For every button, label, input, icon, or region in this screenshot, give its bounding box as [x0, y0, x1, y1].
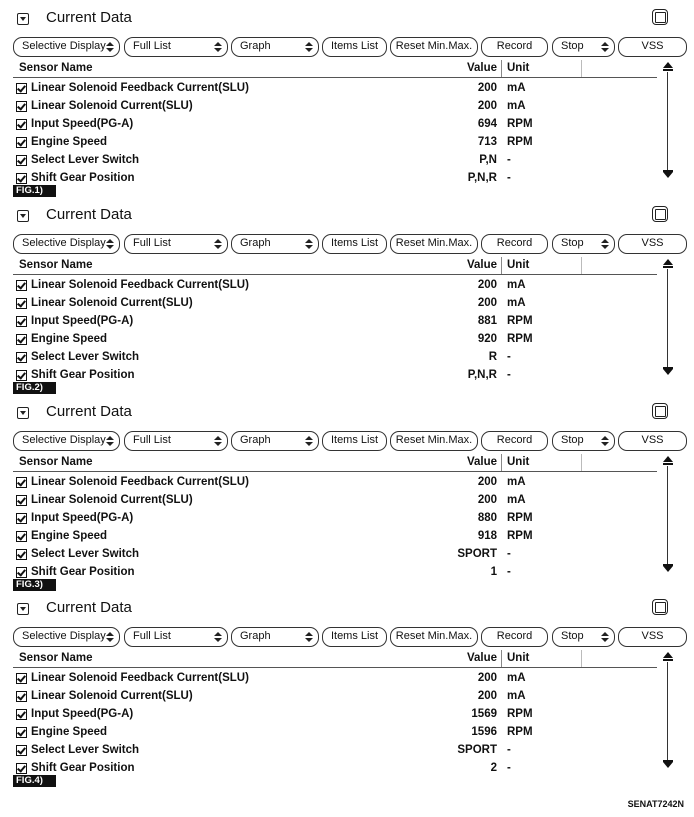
table-row[interactable] — [13, 564, 657, 582]
record-button[interactable] — [481, 431, 548, 451]
graph-select[interactable] — [231, 234, 319, 254]
column-divider — [501, 60, 502, 77]
sensor-table — [13, 257, 675, 381]
sensor-name: Shift Gear Position — [31, 172, 135, 184]
sensor-unit: - — [507, 351, 511, 363]
sensor-name: Linear Solenoid Current(SLU) — [31, 494, 193, 506]
sensor-unit: mA — [507, 494, 526, 506]
scroll-track[interactable] — [667, 72, 668, 172]
table-row[interactable] — [13, 492, 657, 510]
selective-display-select-label: Selective Display — [22, 237, 106, 249]
row-checkbox[interactable] — [16, 673, 27, 684]
row-checkbox[interactable] — [16, 137, 27, 148]
row-checkbox[interactable] — [16, 101, 27, 112]
reset-min-max-button[interactable] — [390, 37, 478, 57]
vertical-scrollbar[interactable] — [661, 60, 675, 184]
vss-button[interactable] — [618, 627, 687, 647]
graph-select-label: Graph — [240, 630, 271, 642]
column-divider — [581, 454, 582, 471]
vss-button-label: VSS — [641, 434, 664, 446]
sensor-unit: - — [507, 744, 511, 756]
table-row[interactable] — [13, 528, 657, 546]
reset-min-max-button-label: Reset Min.Max. — [395, 434, 473, 446]
figure-label: FIG.2) — [13, 382, 56, 394]
current-data-panel — [0, 0, 694, 197]
selective-display-select[interactable] — [13, 627, 120, 647]
stop-select-label: Stop — [561, 434, 584, 446]
row-checkbox[interactable] — [16, 727, 27, 738]
row-checkbox[interactable] — [16, 691, 27, 702]
items-list-button-label: Items List — [330, 40, 379, 52]
sensor-unit: - — [507, 369, 511, 381]
selective-display-select[interactable] — [13, 37, 120, 57]
sensor-value: 200 — [477, 297, 497, 309]
table-row[interactable] — [13, 152, 657, 170]
figure-code: SENAT7242N — [627, 799, 684, 809]
selective-display-select[interactable] — [13, 431, 120, 451]
sensor-name: Input Speed(PG-A) — [31, 315, 134, 327]
row-checkbox[interactable] — [16, 709, 27, 720]
spinner-arrows-icon — [214, 436, 222, 446]
sensor-unit: mA — [507, 82, 526, 94]
toolbar — [13, 37, 687, 57]
spinner-arrows-icon — [214, 632, 222, 642]
sensor-value: 1569 — [471, 708, 497, 720]
sensor-value: 694 — [477, 118, 497, 130]
collapse-icon[interactable] — [17, 13, 29, 25]
spinner-arrows-icon — [106, 239, 114, 249]
column-header-sensor[interactable]: Sensor Name — [19, 259, 93, 271]
spinner-arrows-icon — [305, 632, 313, 642]
row-checkbox[interactable] — [16, 549, 27, 560]
table-row[interactable] — [13, 277, 657, 295]
sensor-unit: RPM — [507, 512, 533, 524]
sensor-unit: RPM — [507, 118, 533, 130]
full-list-select[interactable] — [124, 234, 228, 254]
sensor-value: 200 — [477, 279, 497, 291]
collapse-icon[interactable] — [17, 407, 29, 419]
table-header — [13, 650, 657, 667]
window-toggle-icon[interactable] — [652, 206, 668, 222]
vss-button-label: VSS — [641, 40, 664, 52]
row-checkbox[interactable] — [16, 334, 27, 345]
panel-title-bar — [0, 590, 694, 624]
column-header-value[interactable]: Value — [466, 652, 497, 664]
scroll-track[interactable] — [667, 269, 668, 369]
reset-min-max-button-label: Reset Min.Max. — [395, 630, 473, 642]
sensor-unit: RPM — [507, 530, 533, 542]
spinner-arrows-icon — [305, 239, 313, 249]
sensor-unit: mA — [507, 297, 526, 309]
selective-display-select-label: Selective Display — [22, 434, 106, 446]
figure-label: FIG.1) — [13, 185, 56, 197]
sensor-unit: - — [507, 172, 511, 184]
sensor-name: Shift Gear Position — [31, 762, 135, 774]
spinner-arrows-icon — [214, 42, 222, 52]
current-data-panel — [0, 590, 694, 787]
spinner-arrows-icon — [305, 436, 313, 446]
spinner-arrows-icon — [601, 239, 609, 249]
vss-button[interactable] — [618, 37, 687, 57]
header-divider — [13, 77, 657, 78]
header-divider — [13, 667, 657, 668]
stop-select-label: Stop — [561, 237, 584, 249]
sensor-value: 200 — [477, 100, 497, 112]
sensor-unit: - — [507, 566, 511, 578]
row-checkbox[interactable] — [16, 531, 27, 542]
panel-title: Current Data — [46, 403, 132, 420]
sensor-value: 920 — [477, 333, 497, 345]
sensor-value: 1596 — [471, 726, 497, 738]
table-row[interactable] — [13, 724, 657, 742]
sensor-name: Input Speed(PG-A) — [31, 118, 134, 130]
table-row[interactable] — [13, 295, 657, 313]
stop-select[interactable] — [552, 431, 615, 451]
sensor-name: Select Lever Switch — [31, 744, 140, 756]
graph-select[interactable] — [231, 627, 319, 647]
sensor-name: Shift Gear Position — [31, 566, 135, 578]
vertical-scrollbar[interactable] — [661, 454, 675, 578]
sensor-unit: mA — [507, 672, 526, 684]
scroll-up-icon[interactable] — [663, 62, 673, 72]
spinner-arrows-icon — [106, 436, 114, 446]
column-header-unit[interactable]: Unit — [507, 652, 530, 664]
record-button-label: Record — [496, 434, 533, 446]
row-checkbox[interactable] — [16, 316, 27, 327]
sensor-value: R — [488, 351, 497, 363]
column-divider — [581, 60, 582, 77]
reset-min-max-button[interactable] — [390, 431, 478, 451]
column-header-value[interactable]: Value — [466, 259, 497, 271]
table-row[interactable] — [13, 349, 657, 367]
table-row[interactable] — [13, 331, 657, 349]
vertical-scrollbar[interactable] — [661, 650, 675, 774]
scroll-track[interactable] — [667, 662, 668, 762]
sensor-value: 200 — [477, 690, 497, 702]
sensor-name: Linear Solenoid Feedback Current(SLU) — [31, 82, 249, 94]
table-row[interactable] — [13, 546, 657, 564]
sensor-name: Linear Solenoid Feedback Current(SLU) — [31, 672, 249, 684]
scroll-down-icon[interactable] — [663, 170, 673, 180]
items-list-button[interactable] — [322, 37, 387, 57]
table-row[interactable] — [13, 170, 657, 188]
full-list-select[interactable] — [124, 37, 228, 57]
sensor-name: Engine Speed — [31, 530, 108, 542]
figure-label: FIG.4) — [13, 775, 56, 787]
row-checkbox[interactable] — [16, 763, 27, 774]
record-button[interactable] — [481, 627, 548, 647]
spinner-arrows-icon — [601, 42, 609, 52]
spinner-arrows-icon — [601, 436, 609, 446]
panel-title: Current Data — [46, 599, 132, 616]
sensor-value: P,N,R — [467, 172, 497, 184]
graph-select-label: Graph — [240, 40, 271, 52]
sensor-name: Linear Solenoid Current(SLU) — [31, 100, 193, 112]
sensor-unit: RPM — [507, 315, 533, 327]
scroll-up-icon[interactable] — [663, 652, 673, 662]
column-divider — [581, 650, 582, 667]
selective-display-select-label: Selective Display — [22, 630, 106, 642]
column-divider — [501, 650, 502, 667]
full-list-select-label: Full List — [133, 40, 171, 52]
row-checkbox[interactable] — [16, 155, 27, 166]
column-divider — [581, 257, 582, 274]
selective-display-select-label: Selective Display — [22, 40, 106, 52]
toolbar — [13, 627, 687, 647]
record-button-label: Record — [496, 40, 533, 52]
sensor-unit: mA — [507, 279, 526, 291]
sensor-unit: mA — [507, 476, 526, 488]
column-header-sensor[interactable]: Sensor Name — [19, 62, 93, 74]
spinner-arrows-icon — [214, 239, 222, 249]
row-checkbox[interactable] — [16, 352, 27, 363]
sensor-unit: RPM — [507, 708, 533, 720]
sensor-table — [13, 60, 675, 184]
current-data-panel — [0, 197, 694, 394]
spinner-arrows-icon — [601, 632, 609, 642]
stop-select[interactable] — [552, 234, 615, 254]
sensor-name: Input Speed(PG-A) — [31, 512, 134, 524]
sensor-name: Linear Solenoid Current(SLU) — [31, 297, 193, 309]
items-list-button-label: Items List — [330, 237, 379, 249]
full-list-select[interactable] — [124, 431, 228, 451]
table-row[interactable] — [13, 760, 657, 778]
spinner-arrows-icon — [305, 42, 313, 52]
scroll-down-icon[interactable] — [663, 564, 673, 574]
record-button-label: Record — [496, 630, 533, 642]
table-header — [13, 60, 657, 77]
column-header-sensor[interactable]: Sensor Name — [19, 456, 93, 468]
vss-button-label: VSS — [641, 237, 664, 249]
row-checkbox[interactable] — [16, 567, 27, 578]
sensor-unit: - — [507, 154, 511, 166]
selective-display-select[interactable] — [13, 234, 120, 254]
sensor-value: 918 — [477, 530, 497, 542]
scroll-down-icon[interactable] — [663, 367, 673, 377]
panel-title-bar — [0, 0, 694, 34]
graph-select-label: Graph — [240, 434, 271, 446]
table-row[interactable] — [13, 98, 657, 116]
graph-select-label: Graph — [240, 237, 271, 249]
column-divider — [501, 257, 502, 274]
items-list-button[interactable] — [322, 431, 387, 451]
sensor-name: Engine Speed — [31, 333, 108, 345]
toolbar — [13, 234, 687, 254]
column-header-value[interactable]: Value — [466, 456, 497, 468]
sensor-unit: RPM — [507, 726, 533, 738]
record-button[interactable] — [481, 37, 548, 57]
sensor-value: 200 — [477, 494, 497, 506]
items-list-button[interactable] — [322, 234, 387, 254]
sensor-name: Engine Speed — [31, 726, 108, 738]
scroll-track[interactable] — [667, 466, 668, 566]
full-list-select-label: Full List — [133, 630, 171, 642]
items-list-button-label: Items List — [330, 434, 379, 446]
header-divider — [13, 471, 657, 472]
sensor-value: P,N,R — [467, 369, 497, 381]
stop-select[interactable] — [552, 37, 615, 57]
items-list-button[interactable] — [322, 627, 387, 647]
stop-select[interactable] — [552, 627, 615, 647]
row-checkbox[interactable] — [16, 370, 27, 381]
sensor-value: 1 — [490, 566, 497, 578]
reset-min-max-button[interactable] — [390, 627, 478, 647]
sensor-name: Input Speed(PG-A) — [31, 708, 134, 720]
vss-button[interactable] — [618, 431, 687, 451]
sensor-value: SPORT — [457, 548, 497, 560]
scroll-up-icon[interactable] — [663, 259, 673, 269]
panel-title: Current Data — [46, 206, 132, 223]
full-list-select-label: Full List — [133, 434, 171, 446]
sensor-name: Linear Solenoid Feedback Current(SLU) — [31, 476, 249, 488]
table-row[interactable] — [13, 688, 657, 706]
window-toggle-icon[interactable] — [652, 599, 668, 615]
vertical-scrollbar[interactable] — [661, 257, 675, 381]
current-data-panel — [0, 394, 694, 591]
sensor-value: 200 — [477, 672, 497, 684]
table-row[interactable] — [13, 742, 657, 760]
column-header-unit[interactable]: Unit — [507, 456, 530, 468]
vss-button[interactable] — [618, 234, 687, 254]
spinner-arrows-icon — [106, 42, 114, 52]
sensor-unit: RPM — [507, 136, 533, 148]
row-checkbox[interactable] — [16, 477, 27, 488]
header-divider — [13, 274, 657, 275]
sensor-name: Linear Solenoid Feedback Current(SLU) — [31, 279, 249, 291]
figure-label: FIG.3) — [13, 579, 56, 591]
sensor-value: 200 — [477, 82, 497, 94]
row-checkbox[interactable] — [16, 119, 27, 130]
record-button-label: Record — [496, 237, 533, 249]
column-header-value[interactable]: Value — [466, 62, 497, 74]
stop-select-label: Stop — [561, 40, 584, 52]
panel-title-bar — [0, 394, 694, 428]
full-list-select[interactable] — [124, 627, 228, 647]
table-row[interactable] — [13, 510, 657, 528]
full-list-select-label: Full List — [133, 237, 171, 249]
row-checkbox[interactable] — [16, 745, 27, 756]
sensor-value: 881 — [477, 315, 497, 327]
vss-button-label: VSS — [641, 630, 664, 642]
graph-select[interactable] — [231, 37, 319, 57]
sensor-value: 880 — [477, 512, 497, 524]
sensor-name: Select Lever Switch — [31, 351, 140, 363]
reset-min-max-button[interactable] — [390, 234, 478, 254]
sensor-value: P,N — [479, 154, 497, 166]
sensor-value: 2 — [490, 762, 497, 774]
row-checkbox[interactable] — [16, 495, 27, 506]
sensor-name: Select Lever Switch — [31, 154, 140, 166]
sensor-name: Shift Gear Position — [31, 369, 135, 381]
reset-min-max-button-label: Reset Min.Max. — [395, 237, 473, 249]
sensor-unit: mA — [507, 100, 526, 112]
window-toggle-icon[interactable] — [652, 9, 668, 25]
toolbar — [13, 431, 687, 451]
table-row[interactable] — [13, 706, 657, 724]
table-row[interactable] — [13, 474, 657, 492]
row-checkbox[interactable] — [16, 83, 27, 94]
sensor-unit: - — [507, 548, 511, 560]
table-row[interactable] — [13, 116, 657, 134]
scroll-down-icon[interactable] — [663, 760, 673, 770]
table-header — [13, 454, 657, 471]
sensor-name: Engine Speed — [31, 136, 108, 148]
table-row[interactable] — [13, 80, 657, 98]
sensor-name: Linear Solenoid Current(SLU) — [31, 690, 193, 702]
row-checkbox[interactable] — [16, 173, 27, 184]
window-toggle-icon[interactable] — [652, 403, 668, 419]
spinner-arrows-icon — [106, 632, 114, 642]
items-list-button-label: Items List — [330, 630, 379, 642]
sensor-unit: - — [507, 762, 511, 774]
column-divider — [501, 454, 502, 471]
column-header-unit[interactable]: Unit — [507, 259, 530, 271]
table-row[interactable] — [13, 367, 657, 385]
stop-select-label: Stop — [561, 630, 584, 642]
table-row[interactable] — [13, 670, 657, 688]
column-header-sensor[interactable]: Sensor Name — [19, 652, 93, 664]
row-checkbox[interactable] — [16, 280, 27, 291]
panel-title: Current Data — [46, 9, 132, 26]
table-row[interactable] — [13, 313, 657, 331]
panel-title-bar — [0, 197, 694, 231]
row-checkbox[interactable] — [16, 513, 27, 524]
table-row[interactable] — [13, 134, 657, 152]
row-checkbox[interactable] — [16, 298, 27, 309]
collapse-icon[interactable] — [17, 603, 29, 615]
column-header-unit[interactable]: Unit — [507, 62, 530, 74]
sensor-table — [13, 454, 675, 578]
sensor-value: SPORT — [457, 744, 497, 756]
scroll-up-icon[interactable] — [663, 456, 673, 466]
reset-min-max-button-label: Reset Min.Max. — [395, 40, 473, 52]
sensor-unit: RPM — [507, 333, 533, 345]
record-button[interactable] — [481, 234, 548, 254]
graph-select[interactable] — [231, 431, 319, 451]
sensor-name: Select Lever Switch — [31, 548, 140, 560]
sensor-value: 200 — [477, 476, 497, 488]
table-header — [13, 257, 657, 274]
collapse-icon[interactable] — [17, 210, 29, 222]
sensor-table — [13, 650, 675, 774]
sensor-value: 713 — [477, 136, 497, 148]
sensor-unit: mA — [507, 690, 526, 702]
